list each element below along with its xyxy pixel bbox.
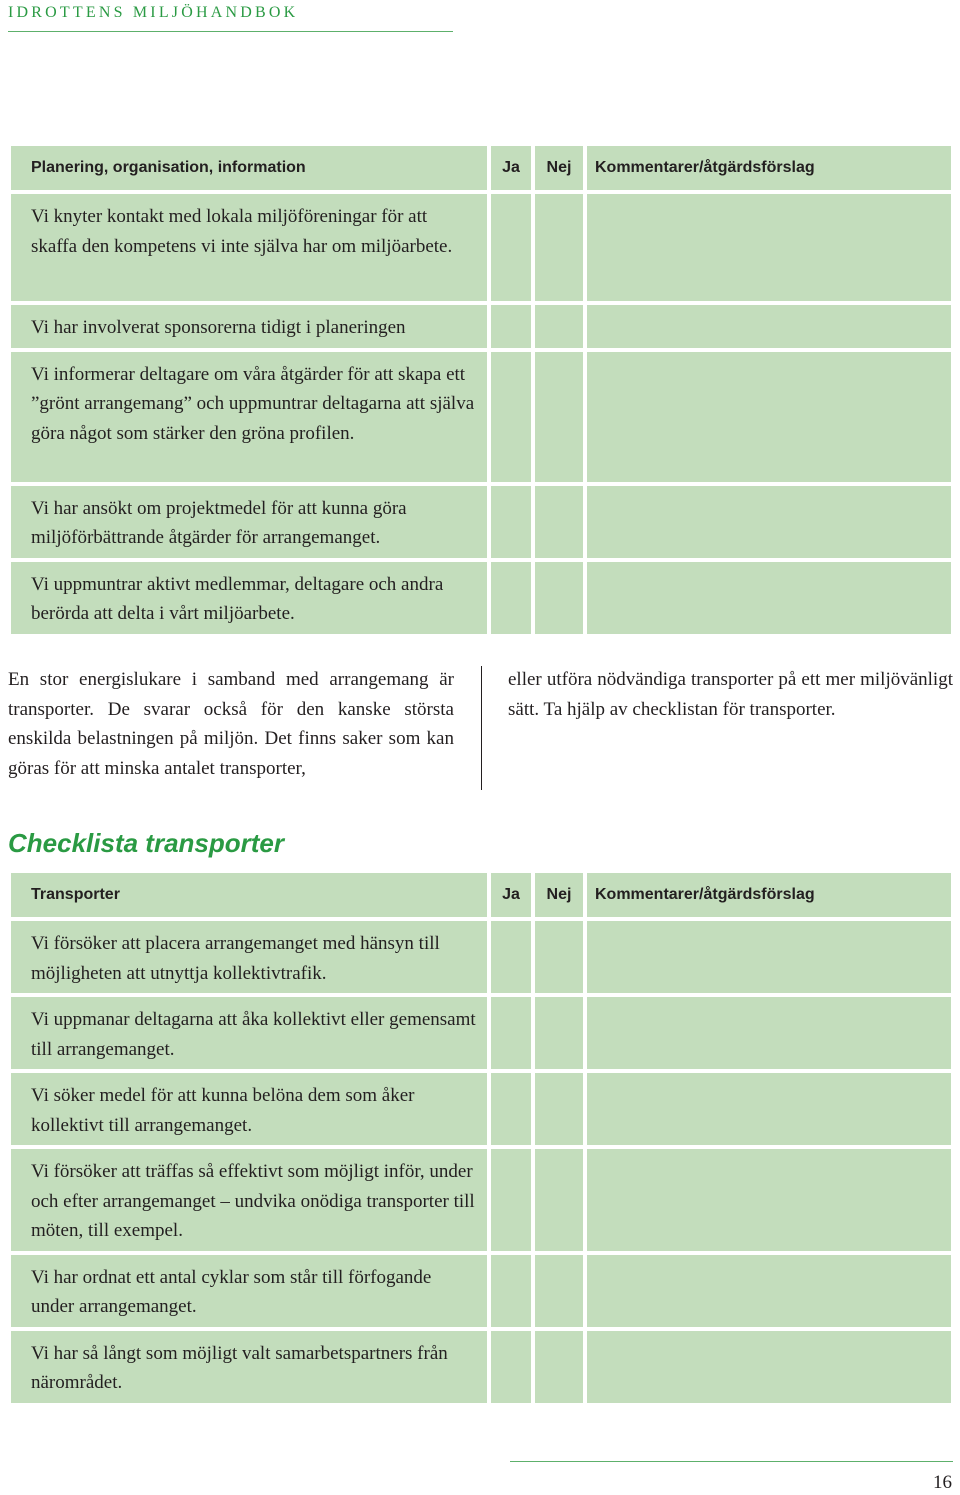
table-row: [11, 305, 951, 348]
table-row: [11, 1331, 951, 1403]
ja-cell[interactable]: [491, 1255, 531, 1327]
table-row: [11, 1149, 951, 1251]
comment-cell[interactable]: [587, 562, 951, 634]
nej-cell[interactable]: [535, 562, 583, 634]
comment-cell[interactable]: [587, 194, 951, 301]
comment-cell[interactable]: [587, 486, 951, 558]
nej-cell[interactable]: [535, 1255, 583, 1327]
checklist-item: Vi har ansökt om projektmedel för att kunna göra miljöförbättrande åtgärder för arrangemanget.: [11, 486, 487, 558]
table-row: [11, 1073, 951, 1145]
column-header-question: Planering, organisation, information: [11, 146, 487, 190]
ja-cell[interactable]: [491, 486, 531, 558]
nej-cell[interactable]: [535, 921, 583, 993]
nej-cell[interactable]: [535, 194, 583, 301]
checklist-table-transport: [7, 869, 955, 1407]
checklist-item: Vi söker medel för att kunna belöna dem som åker kollektivt till arrangemanget.: [11, 1073, 487, 1145]
comment-cell[interactable]: [587, 997, 951, 1069]
ja-cell[interactable]: [491, 562, 531, 634]
nej-cell[interactable]: [535, 352, 583, 482]
checklist-table-planning: [7, 142, 955, 638]
ja-cell[interactable]: [491, 1331, 531, 1403]
table-row: [11, 194, 951, 301]
ja-cell[interactable]: [491, 997, 531, 1069]
table-row: [11, 921, 951, 993]
ja-cell[interactable]: [491, 352, 531, 482]
column-header-nej: Nej: [535, 873, 583, 917]
column-header-comments: Kommentarer/åtgärdsförslag: [587, 873, 951, 917]
body-text-left-column: En stor energislukare i samband med arrangemang är transporter. De svarar också för den kanske största enskilda belastningen på miljön. Det finns saker som kan göras för att minska antalet transporter,: [8, 669, 454, 779]
body-text-right-column: eller utföra nödvändiga transporter på ett mer miljövänligt sätt. Ta hjälp av checklistan för transporter.: [508, 669, 953, 720]
table-header-row: [11, 146, 951, 190]
nej-cell[interactable]: [535, 1331, 583, 1403]
ja-cell[interactable]: [491, 305, 531, 348]
table-row: [11, 486, 951, 558]
comment-cell[interactable]: [587, 1331, 951, 1403]
column-divider: [481, 666, 482, 790]
checklist-item: Vi informerar deltagare om våra åtgärder för att skapa ett ”grönt arrangemang” och uppmuntrar deltagarna att själva göra något som stärker den gröna profilen.: [11, 352, 487, 482]
checklist-item: Vi har så långt som möjligt valt samarbetspartners från närområdet.: [11, 1331, 487, 1403]
comment-cell[interactable]: [587, 305, 951, 348]
nej-cell[interactable]: [535, 1149, 583, 1251]
ja-cell[interactable]: [491, 194, 531, 301]
table-row: [11, 352, 951, 482]
nej-cell[interactable]: [535, 1073, 583, 1145]
checklist-item: Vi knyter kontakt med lokala miljöföreningar för att skaffa den kompetens vi inte själva har om miljöarbete.: [11, 194, 487, 301]
footer-rule: [510, 1461, 953, 1462]
comment-cell[interactable]: [587, 1073, 951, 1145]
table-header-row: [11, 873, 951, 917]
column-header-question: Transporter: [11, 873, 487, 917]
table-row: [11, 997, 951, 1069]
comment-cell[interactable]: [587, 921, 951, 993]
column-header-ja: Ja: [491, 146, 531, 190]
running-head: IDROTTENS MILJÖHANDBOK: [8, 4, 299, 21]
table-row: [11, 562, 951, 634]
comment-cell[interactable]: [587, 1149, 951, 1251]
page-number: 16: [933, 1472, 952, 1493]
nej-cell[interactable]: [535, 305, 583, 348]
checklist-item: Vi uppmuntrar aktivt medlemmar, deltagare och andra berörda att delta i vårt miljöarbete.: [11, 562, 487, 634]
ja-cell[interactable]: [491, 1073, 531, 1145]
comment-cell[interactable]: [587, 1255, 951, 1327]
checklist-item: Vi uppmanar deltagarna att åka kollektivt eller gemensamt till arrangemanget.: [11, 997, 487, 1069]
nej-cell[interactable]: [535, 997, 583, 1069]
checklist-item: Vi försöker att placera arrangemanget med hänsyn till möjligheten att utnyttja kollektivtrafik.: [11, 921, 487, 993]
section-title: Checklista transporter: [8, 828, 284, 858]
table-row: [11, 1255, 951, 1327]
nej-cell[interactable]: [535, 486, 583, 558]
ja-cell[interactable]: [491, 921, 531, 993]
ja-cell[interactable]: [491, 1149, 531, 1251]
checklist-item: Vi har involverat sponsorerna tidigt i planeringen: [11, 305, 487, 348]
header-rule: [8, 31, 453, 32]
column-header-nej: Nej: [535, 146, 583, 190]
checklist-item: Vi har ordnat ett antal cyklar som står till förfogande under arrangemanget.: [11, 1255, 487, 1327]
column-header-comments: Kommentarer/åtgärdsförslag: [587, 146, 951, 190]
comment-cell[interactable]: [587, 352, 951, 482]
column-header-ja: Ja: [491, 873, 531, 917]
checklist-item: Vi försöker att träffas så effektivt som möjligt inför, under och efter arrangemanget – undvika onödiga transporter till möten, till exempel.: [11, 1149, 487, 1251]
